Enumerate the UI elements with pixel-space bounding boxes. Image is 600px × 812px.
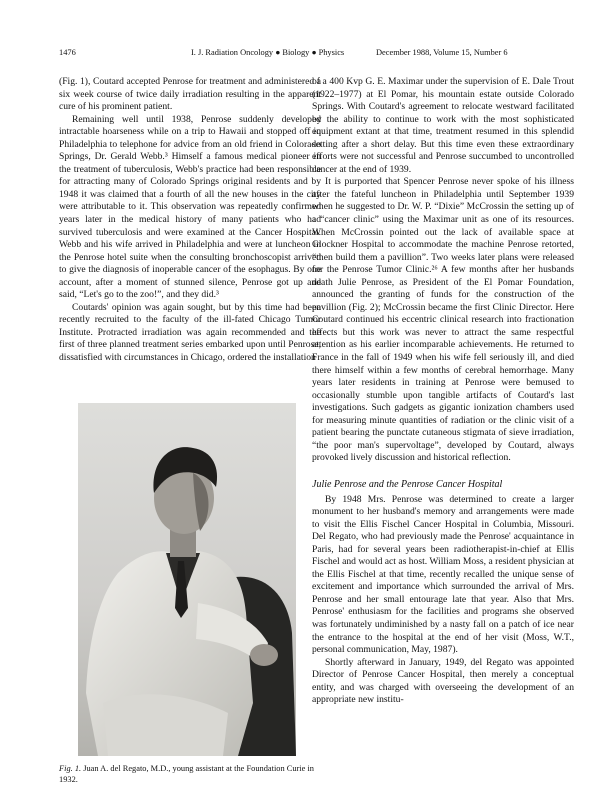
- right-column: [312, 76, 574, 707]
- figure-photograph: [78, 403, 296, 756]
- paragraph: Shortly afterward in January, 1949, del Regato was appointed Director of Penrose Cancer Hospital, then merely a conceptual entity, and was charged with overseeing the development of an appropriate new institu-: [312, 656, 574, 706]
- paragraph: It is purported that Spencer Penrose never spoke of his illness after the fateful luncheon in Philadelphia until September 1939 when he suggested to Dr. W. P. “Dixie” McCrossin the setting up of a “cancer clinic” using the Maximar unit as one of its resources. When McCrossin pointed out the lack of available space at Glockner Hospital to accommodate the machine Penrose retorted, “then build them a pavillion”. Two weeks later plans were released for the Penrose Tumor Clinic.²⁶ A few months after her husbands death Julie Penrose, as President of the El Pomar Foundation, announced the granting of funds for the construction of the pavillion (Fig. 2); McCrossin became the first Clinic Director. Here Coutard continued his eccentric clinical research into fractionation effects but this work was never to attract the same respectful attention as his earlier incomparable achievements. He returned to France in the fall of 1949 when his wife fell seriously ill, and died there himself within a few months of cerebral hemorrhage. Many years later residents in training at Penrose were bemused to occasionally stumble upon tangible artifacts of Coutard's last investigations. Such gadgets as gigantic ionization chambers used for measuring minute quantities of radiation or the clinic visit of a patient bearing the punctate cutaneous stigmata of sieve irradiation, “the poor man's supervoltage”, developed by Coutard, always provoked lively discussion and historical reflection.: [312, 176, 574, 464]
- portrait-photo: [78, 403, 296, 756]
- paragraph: of a 400 Kvp G. E. Maximar under the supervision of E. Dale Trout (1922–1977) at El Pomar, his mountain estate outside Colorado Springs. With Coutard's agreement to relocate westward facilitated by the ability to continue to work with the most sophisticated equipment extant at that time, treatment resumed in this splendid setting after a short delay. But this time even these extraordinary efforts were not successful and Penrose succumbed to uncontrolled cancer at the end of 1939.: [312, 76, 574, 175]
- paragraph: By 1948 Mrs. Penrose was determined to create a larger monument to her husband's memory and arrangements were made to visit the Ellis Fischel Cancer Hospital in Columbia, Missouri. Del Regato, who had previously made the Penrose' acquaintance in Paris, had for several years been radiotherapist-in-chief at Ellis Fischel and would act as host. William Moss, a resident physician at the Ellis Fischel at that time, recently recalled the unique sense of excitement and importance which surrounded the arrival of Mrs. Penrose and her small entourage late that year. Also that Mrs. Penrose' enthusiasm for the facilities and programs she observed was fortunately undiminished by a nasty fall on a patch of ice near the entrance to the hospital at the end of her visit (Moss, W.T., personal communication, May, 1987).: [312, 493, 574, 656]
- figure-label: Fig. 1.: [59, 764, 82, 773]
- paragraph: (Fig. 1), Coutard accepted Penrose for treatment and administered a six week course of twice daily irradiation resulting in the apparent cure of his prominent patient.: [59, 76, 321, 113]
- section-heading: Julie Penrose and the Penrose Cancer Hospital: [312, 478, 503, 490]
- issue-info: December 1988, Volume 15, Number 6: [376, 48, 508, 57]
- figure-caption: [59, 763, 321, 785]
- page-number: 1476: [59, 48, 76, 57]
- journal-title: I. J. Radiation Oncology ● Biology ● Physics: [191, 48, 345, 57]
- left-column: [59, 76, 321, 365]
- paragraph: Coutards' opinion was again sought, but by this time had been recently recruited to the faculty of the ill-fated Chicago Tumor Institute. Protracted irradiation was again recommended and the first of three planned treatment series embarked upon until Penrose, dissatisfied with circumstances in Chicago, ordered the installation: [59, 301, 321, 364]
- caption-text: Juan A. del Regato, M.D., young assistant at the Foundation Curie in 1932.: [59, 764, 314, 784]
- paragraph: Remaining well until 1938, Penrose suddenly developed intractable hoarseness while on a trip to Hawaii and stopped off in Philadelphia to telephone for advice from an old friend in Colorado Springs, Dr. Gerald Webb.³ Himself a famous medical pioneer in the treatment of tuberculosis, Webb's practice had been responsible for attracting many of Colorado Springs original residents and by 1948 it was claimed that a fourth of all the new houses in the city were attributable to it. This observation was repeatedly confirmed years later in the medical history of many patients who had survived tuberculosis and were examined at the Cancer Hospital. Webb and his wife arrived in Philadelphia and were at luncheon in the Penrose hotel suite when the consulting bronchoscopist arrived to give the diagnosis of inoperable cancer of the esophagus. By one account, after a moment of stunned silence, Penrose got up and said, “Let's go to the zoo!”, and they did.³: [59, 113, 321, 301]
